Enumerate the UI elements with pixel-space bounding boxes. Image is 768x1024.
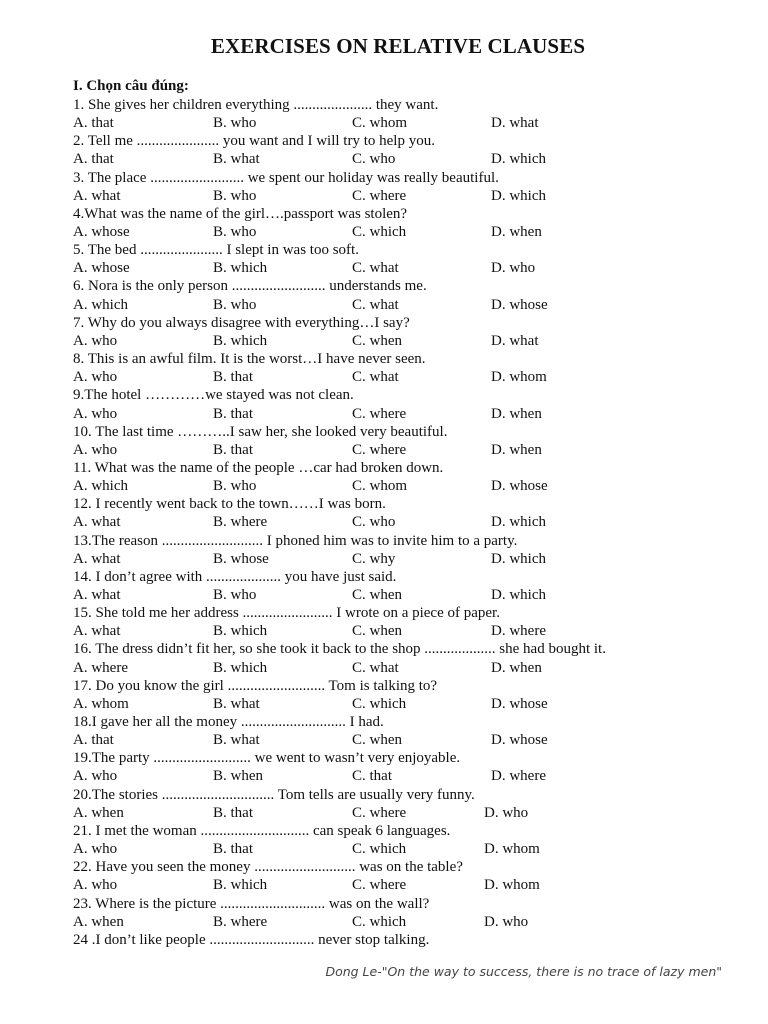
option-d: D. where bbox=[491, 768, 546, 785]
options-row bbox=[73, 405, 753, 423]
option-c: C. what bbox=[352, 296, 399, 313]
options-row bbox=[73, 731, 753, 749]
option-b: B. what bbox=[213, 151, 260, 168]
options-row bbox=[73, 876, 753, 894]
question-stem: 19.The party .......................... we went to wasn’t very enjoyable. bbox=[73, 750, 461, 767]
options-row bbox=[73, 259, 753, 277]
question-stem: 15. She told me her address ........................ I wrote on a piece of paper. bbox=[73, 605, 500, 622]
options-row bbox=[73, 767, 753, 785]
option-a: A. what bbox=[73, 623, 121, 640]
option-b: B. where bbox=[213, 514, 268, 531]
option-b: B. who bbox=[213, 478, 257, 495]
option-b: B. that bbox=[213, 441, 253, 458]
question-20 bbox=[73, 786, 753, 822]
question-stem: 10. The last time ………..I saw her, she looked very beautiful. bbox=[73, 423, 448, 440]
option-d: D. whom bbox=[484, 877, 540, 894]
option-c: C. when bbox=[352, 587, 402, 603]
option-a: A. what bbox=[73, 187, 121, 204]
question-16 bbox=[73, 640, 753, 676]
question-stem: 11. What was the name of the people …car had broken down. bbox=[73, 459, 444, 476]
question-stem: 3. The place ......................... we spent our holiday was really beautiful. bbox=[73, 169, 499, 186]
question-stem: 1. She gives her children everything ..................... they want. bbox=[73, 97, 439, 113]
page-title: EXERCISES ON RELATIVE CLAUSES bbox=[210, 34, 586, 58]
option-b: B. which bbox=[213, 260, 268, 277]
option-d: D. which bbox=[491, 187, 546, 204]
options-row bbox=[73, 187, 753, 205]
question-6 bbox=[73, 277, 753, 313]
option-c: C. which bbox=[352, 695, 407, 712]
option-d: D. which bbox=[491, 587, 546, 603]
option-b: B. who bbox=[213, 296, 257, 313]
option-c: C. whom bbox=[352, 478, 408, 495]
options-row bbox=[73, 513, 753, 531]
option-c: C. which bbox=[352, 913, 407, 930]
question-stem: 18.I gave her all the money ............................ I had. bbox=[73, 714, 384, 731]
option-a: A. who bbox=[73, 841, 118, 858]
option-c: C. where bbox=[352, 877, 407, 894]
question-stem: 5. The bed ...................... I slept in was too soft. bbox=[73, 242, 359, 259]
question-list bbox=[73, 96, 753, 967]
options-row bbox=[73, 695, 753, 713]
question-5 bbox=[73, 241, 753, 277]
option-b: B. which bbox=[213, 877, 268, 894]
question-stem: 12. I recently went back to the town……I was born. bbox=[73, 496, 386, 513]
question-10 bbox=[73, 423, 753, 459]
option-a: A. when bbox=[73, 804, 124, 821]
option-b: B. who bbox=[213, 587, 257, 603]
option-b: B. that bbox=[213, 804, 253, 821]
question-stem: 22. Have you seen the money ........................... was on the table? bbox=[73, 859, 463, 876]
option-c: C. why bbox=[352, 550, 396, 567]
option-c: C. when bbox=[352, 332, 402, 349]
option-a: A. that bbox=[73, 732, 114, 749]
options-row bbox=[73, 804, 753, 822]
option-a: A. which bbox=[73, 478, 128, 495]
option-a: A. whom bbox=[73, 695, 129, 712]
options-row bbox=[73, 150, 753, 168]
option-d: D. whose bbox=[491, 732, 548, 749]
option-a: A. that bbox=[73, 151, 114, 168]
option-c: C. where bbox=[352, 804, 407, 821]
option-d: D. when bbox=[491, 405, 542, 422]
options-row bbox=[73, 622, 753, 640]
option-a: A. where bbox=[73, 659, 128, 676]
option-a: A. who bbox=[73, 332, 118, 349]
options-row bbox=[73, 586, 753, 604]
question-7 bbox=[73, 314, 753, 350]
question-stem: 21. I met the woman ............................. can speak 6 languages. bbox=[73, 822, 451, 839]
section-heading: I. Chọn câu đúng: bbox=[73, 78, 189, 94]
option-a: A. what bbox=[73, 550, 121, 567]
options-row bbox=[73, 477, 753, 495]
footer-quote: Dong Le-"On the way to success, there is no trace of lazy men" bbox=[325, 964, 722, 979]
question-12 bbox=[73, 495, 753, 531]
option-b: B. what bbox=[213, 732, 260, 749]
option-d: D. which bbox=[491, 151, 546, 168]
option-d: D. what bbox=[491, 115, 539, 132]
question-9 bbox=[73, 386, 753, 422]
question-8 bbox=[73, 350, 753, 386]
option-c: C. when bbox=[352, 623, 402, 640]
question-21 bbox=[73, 822, 753, 858]
question-22 bbox=[73, 858, 753, 894]
option-b: B. that bbox=[213, 405, 253, 422]
question-stem: 2. Tell me ...................... you want and I will try to help you. bbox=[73, 133, 435, 150]
question-stem: 9.The hotel …………we stayed was not clean. bbox=[73, 387, 354, 404]
option-c: C. what bbox=[352, 260, 399, 277]
option-a: A. when bbox=[73, 913, 124, 930]
option-a: A. which bbox=[73, 296, 128, 313]
options-row bbox=[73, 840, 753, 858]
options-row bbox=[73, 223, 753, 241]
question-stem: 7. Why do you always disagree with everything…I say? bbox=[73, 314, 410, 331]
option-c: C. where bbox=[352, 441, 407, 458]
question-stem: 14. I don’t agree with .................... you have just said. bbox=[73, 568, 397, 585]
option-c: C. who bbox=[352, 514, 396, 531]
option-c: C. who bbox=[352, 151, 396, 168]
question-stem: 24 .I don’t like people ............................ never stop talking. bbox=[73, 931, 430, 948]
question-stem: 4.What was the name of the girl….passport was stolen? bbox=[73, 205, 408, 222]
option-c: C. what bbox=[352, 659, 399, 676]
option-b: B. who bbox=[213, 187, 257, 204]
option-c: C. whom bbox=[352, 115, 408, 132]
option-a: A. that bbox=[73, 115, 114, 132]
question-stem: 8. This is an awful film. It is the worst…I have never seen. bbox=[73, 351, 426, 368]
option-a: A. who bbox=[73, 369, 118, 386]
question-stem: 16. The dress didn’t fit her, so she took it back to the shop ................... she had bought it. bbox=[73, 641, 606, 658]
option-d: D. who bbox=[484, 913, 529, 930]
option-d: D. what bbox=[491, 332, 539, 349]
options-row bbox=[73, 332, 753, 350]
options-row bbox=[73, 659, 753, 677]
option-a: A. what bbox=[73, 514, 121, 531]
option-c: C. where bbox=[352, 187, 407, 204]
question-14 bbox=[73, 568, 753, 604]
question-stem: 17. Do you know the girl .......................... Tom is talking to? bbox=[73, 677, 438, 694]
option-d: D. whom bbox=[491, 369, 547, 386]
option-b: B. which bbox=[213, 659, 268, 676]
question-17 bbox=[73, 677, 753, 713]
option-d: D. when bbox=[491, 659, 542, 676]
option-a: A. whose bbox=[73, 260, 130, 277]
option-d: D. whom bbox=[484, 841, 540, 858]
option-d: D. whose bbox=[491, 695, 548, 712]
option-c: C. which bbox=[352, 841, 407, 858]
options-row bbox=[73, 550, 753, 568]
question-11 bbox=[73, 459, 753, 495]
options-row bbox=[73, 368, 753, 386]
options-row bbox=[73, 114, 753, 132]
options-row bbox=[73, 441, 753, 459]
option-b: B. which bbox=[213, 623, 268, 640]
option-a: A. who bbox=[73, 441, 118, 458]
question-24 bbox=[73, 931, 753, 967]
options-row bbox=[73, 296, 753, 314]
question-13 bbox=[73, 532, 753, 568]
question-stem: 13.The reason ........................... I phoned him was to invite him to a party. bbox=[73, 532, 518, 549]
option-d: D. when bbox=[491, 224, 542, 241]
question-3 bbox=[73, 169, 753, 205]
option-b: B. that bbox=[213, 841, 253, 858]
question-4 bbox=[73, 205, 753, 241]
options-row bbox=[73, 913, 753, 931]
question-stem: 23. Where is the picture ............................ was on the wall? bbox=[73, 895, 430, 912]
option-b: B. what bbox=[213, 695, 260, 712]
option-d: D. which bbox=[491, 550, 546, 567]
option-a: A. who bbox=[73, 877, 118, 894]
option-d: D. whose bbox=[491, 296, 548, 313]
option-a: A. who bbox=[73, 405, 118, 422]
option-c: C. where bbox=[352, 405, 407, 422]
option-d: D. which bbox=[491, 514, 546, 531]
question-stem: 6. Nora is the only person ......................... understands me. bbox=[73, 278, 427, 295]
option-d: D. when bbox=[491, 441, 542, 458]
option-d: D. where bbox=[491, 623, 546, 640]
option-d: D. whose bbox=[491, 478, 548, 495]
option-c: C. what bbox=[352, 369, 399, 386]
option-a: A. whose bbox=[73, 224, 130, 241]
option-a: A. who bbox=[73, 768, 118, 785]
option-b: B. who bbox=[213, 224, 257, 241]
question-18 bbox=[73, 713, 753, 749]
option-b: B. who bbox=[213, 115, 257, 132]
option-b: B. where bbox=[213, 913, 268, 930]
option-d: D. who bbox=[484, 804, 529, 821]
option-d: D. who bbox=[491, 260, 536, 277]
option-c: C. which bbox=[352, 224, 407, 241]
option-b: B. that bbox=[213, 369, 253, 386]
option-b: B. whose bbox=[213, 550, 269, 567]
question-stem: 20.The stories .............................. Tom tells are usually very funny. bbox=[73, 786, 475, 803]
question-1 bbox=[73, 96, 753, 132]
option-b: B. when bbox=[213, 768, 263, 785]
option-b: B. which bbox=[213, 332, 268, 349]
question-2 bbox=[73, 132, 753, 168]
option-a: A. what bbox=[73, 587, 121, 603]
question-23 bbox=[73, 895, 753, 931]
option-c: C. that bbox=[352, 768, 392, 785]
option-c: C. when bbox=[352, 732, 402, 749]
question-19 bbox=[73, 749, 753, 785]
question-15 bbox=[73, 604, 753, 640]
